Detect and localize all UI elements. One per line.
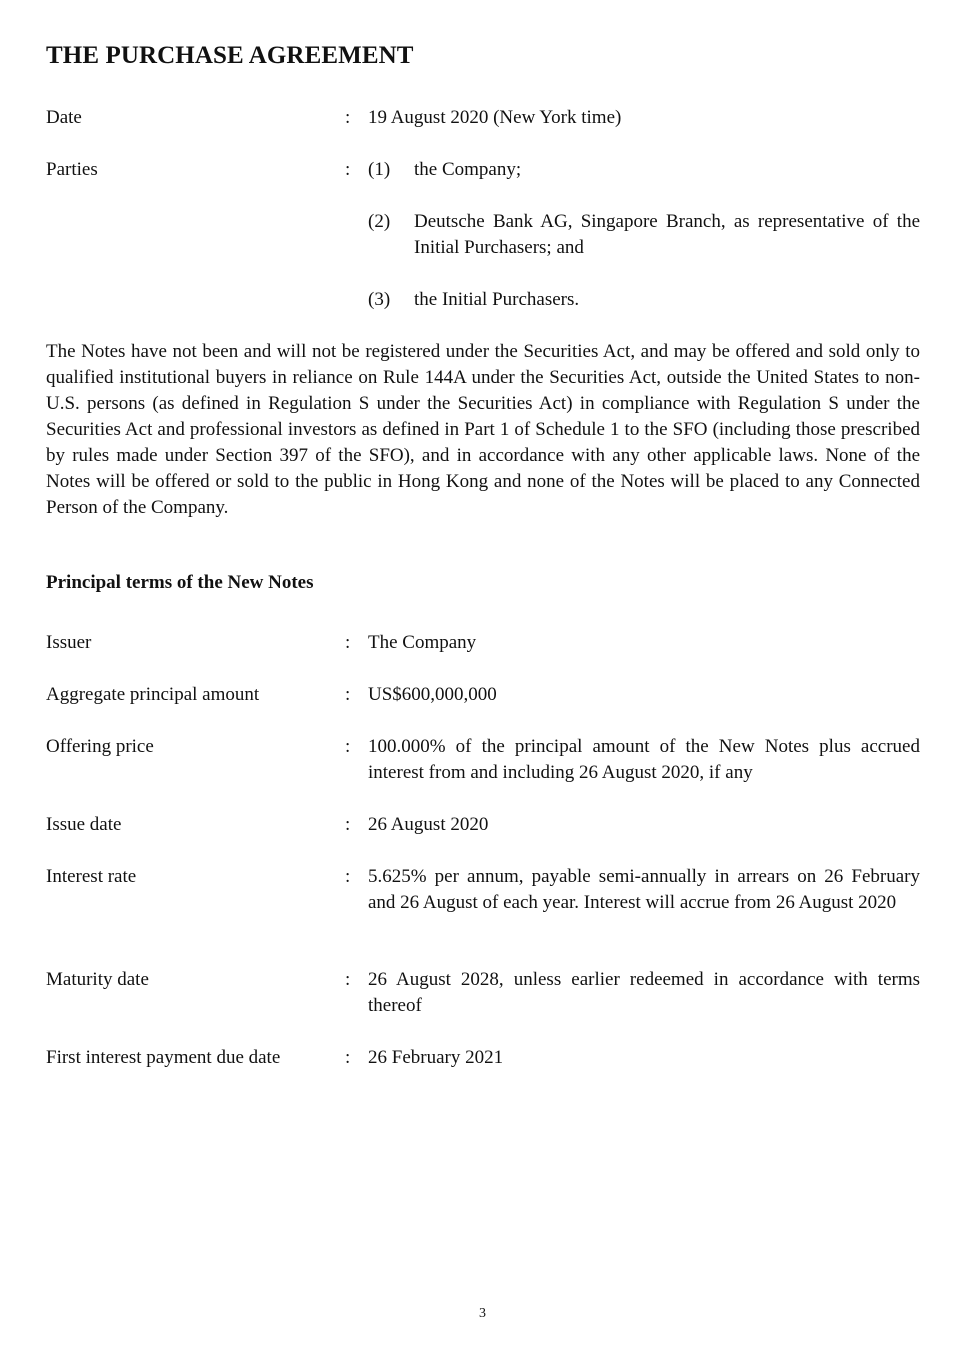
colon: : (345, 814, 351, 835)
colon: : (345, 632, 351, 653)
colon: : (345, 866, 351, 887)
party-number: (1) (368, 159, 391, 180)
principal-terms-heading: Principal terms of the New Notes (46, 572, 314, 593)
party-number: (2) (368, 211, 391, 232)
term-label: Aggregate principal amount (46, 684, 260, 705)
section-title: THE PURCHASE AGREEMENT (46, 42, 414, 69)
term-value: US$600,000,000 (368, 684, 497, 705)
colon: : (345, 969, 351, 990)
parties-label: Parties (46, 159, 98, 180)
colon: : (345, 107, 351, 128)
party-text: the Company; (414, 159, 522, 180)
colon: : (345, 1047, 351, 1068)
term-label: Issuer (46, 632, 92, 653)
term-label: Offering price (46, 736, 154, 757)
term-value: 26 February 2021 (368, 1047, 504, 1068)
colon: : (345, 684, 351, 705)
term-value: 26 August 2028, unless earlier redeemed in accordance with terms thereof (368, 969, 920, 1016)
term-label: Issue date (46, 814, 122, 835)
term-value: 5.625% per annum, payable semi-annually in arrears on 26 February and 26 August of each year. Interest will accrue from 26 August 2020 (368, 866, 920, 913)
term-value: 26 August 2020 (368, 814, 489, 835)
date-value: 19 August 2020 (New York time) (368, 107, 622, 128)
party-text: the Initial Purchasers. (414, 289, 580, 310)
registration-paragraph: The Notes have not been and will not be registered under the Securities Act, and may be offered and sold only to qualified institutional buyers in reliance on Rule 144A under the Securities Act, outside the United States to non-U.S. persons (as defined in Regulation S under the Securities Act) in compliance with Regulation S under the Securities Act and professional investors as defined in Part 1 of Schedule 1 to the SFO (including those prescribed by rules made under Section 397 of the SFO), and in accordance with any other applicable laws. None of the Notes will be offered or sold to the public in Hong Kong and none of the Notes will be placed to any Connected Person of the Company. (46, 341, 920, 518)
term-label: First interest payment due date (46, 1047, 281, 1068)
colon: : (345, 159, 351, 180)
term-value: The Company (368, 632, 477, 653)
party-number: (3) (368, 289, 391, 310)
term-label: Interest rate (46, 866, 137, 887)
term-value: 100.000% of the principal amount of the New Notes plus accrued interest from and including 26 August 2020, if any (368, 736, 920, 783)
date-label: Date (46, 107, 82, 128)
page-number: 3 (479, 1306, 486, 1321)
party-text: Deutsche Bank AG, Singapore Branch, as representative of the Initial Purchasers; and (414, 211, 920, 258)
term-label: Maturity date (46, 969, 149, 990)
colon: : (345, 736, 351, 757)
